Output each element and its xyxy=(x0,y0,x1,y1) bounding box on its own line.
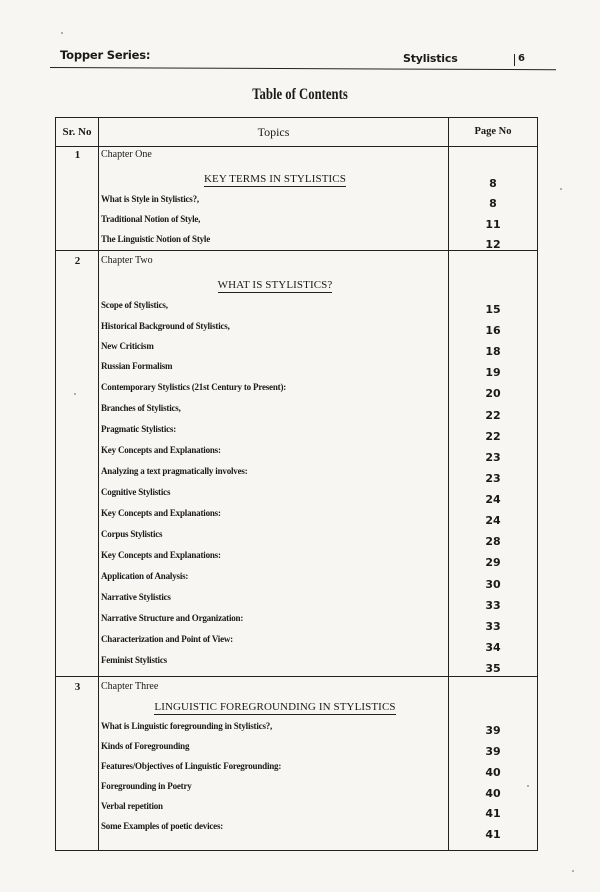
chapter-title: WHAT IS STYLISTICS? xyxy=(217,279,333,291)
page-ref: 33 xyxy=(485,620,501,633)
page-ref: 35 xyxy=(485,662,501,675)
chapter-label: Chapter One xyxy=(101,149,152,160)
toc-item[interactable]: Branches of Stylistics, xyxy=(101,403,181,413)
column-divider-srno xyxy=(98,118,99,850)
toc-item[interactable]: Key Concepts and Explanations: xyxy=(101,508,221,518)
page-ref: 40 xyxy=(485,766,501,779)
page-ref: 20 xyxy=(485,387,501,400)
page-ref: 22 xyxy=(485,409,501,422)
chapter-title: LINGUISTIC FOREGROUNDING IN STYLISTICS xyxy=(154,701,396,713)
header-sr-no: Sr. No xyxy=(62,126,92,138)
toc-item[interactable]: Features/Objectives of Linguistic Foregrounding: xyxy=(101,761,282,771)
page-ref: 18 xyxy=(485,345,501,358)
chapter-divider xyxy=(56,676,537,677)
toc-item[interactable]: Corpus Stylistics xyxy=(101,529,163,539)
scan-speck xyxy=(74,393,76,395)
scan-speck xyxy=(527,785,529,787)
page-ref: 41 xyxy=(485,807,501,820)
chapter-sr-no: 3 xyxy=(74,681,81,693)
toc-item[interactable]: Contemporary Stylistics (21st Century to Present): xyxy=(101,382,287,392)
scan-speck xyxy=(61,32,63,34)
page-ref: 40 xyxy=(485,787,501,800)
scan-speck xyxy=(572,870,574,872)
chapter-title: KEY TERMS IN STYLISTICS xyxy=(204,173,346,185)
series-label: Topper Series: xyxy=(60,48,151,62)
toc-item[interactable]: Scope of Stylistics, xyxy=(101,300,168,310)
page-ref: 23 xyxy=(485,451,501,464)
page-ref: 24 xyxy=(485,493,501,506)
page-ref: 39 xyxy=(485,724,501,737)
page-ref: 33 xyxy=(485,599,501,612)
page-title: Table of Contents xyxy=(252,86,348,103)
toc-item[interactable]: What is Linguistic foregrounding in Stylistics?, xyxy=(101,721,273,731)
page-ref: 11 xyxy=(485,218,501,231)
header-row-divider xyxy=(56,146,537,147)
page-number: 6 xyxy=(518,53,525,64)
subject-label: Stylistics xyxy=(403,52,458,65)
header-divider xyxy=(514,54,515,66)
page-ref: 24 xyxy=(485,514,501,527)
toc-item[interactable]: Verbal repetition xyxy=(101,801,163,811)
page-ref: 19 xyxy=(485,366,501,379)
page-ref: 34 xyxy=(485,641,501,654)
toc-item[interactable]: Pragmatic Stylistics: xyxy=(101,424,177,434)
page-ref: 15 xyxy=(485,303,501,316)
toc-item[interactable]: Historical Background of Stylistics, xyxy=(101,321,230,331)
chapter-label: Chapter Three xyxy=(101,681,159,692)
header-topics: Topics xyxy=(257,125,290,139)
toc-item[interactable]: Some Examples of poetic devices: xyxy=(101,821,224,831)
chapter-label: Chapter Two xyxy=(101,255,153,266)
toc-item[interactable]: Application of Analysis: xyxy=(101,571,189,581)
page-ref: 16 xyxy=(485,324,501,337)
page-ref: 41 xyxy=(485,828,501,841)
toc-item[interactable]: The Linguistic Notion of Style xyxy=(101,234,211,244)
page-ref: 23 xyxy=(485,472,501,485)
toc-item[interactable]: Key Concepts and Explanations: xyxy=(101,550,221,560)
toc-item[interactable]: Cognitive Stylistics xyxy=(101,487,171,497)
toc-item[interactable]: Characterization and Point of View: xyxy=(101,634,233,644)
toc-item[interactable]: New Criticism xyxy=(101,341,154,351)
toc-item[interactable]: What is Style in Stylistics?, xyxy=(101,194,199,204)
running-header xyxy=(50,48,558,70)
toc-item[interactable]: Russian Formalism xyxy=(101,361,173,371)
toc-item[interactable]: Key Concepts and Explanations: xyxy=(101,445,221,455)
page-ref: 29 xyxy=(485,556,501,569)
page-ref: 12 xyxy=(485,238,501,251)
chapter-sr-no: 1 xyxy=(74,149,81,161)
page-ref: 22 xyxy=(485,430,501,443)
toc-item[interactable]: Narrative Stylistics xyxy=(101,592,171,602)
chapter-sr-no: 2 xyxy=(74,255,81,267)
toc-item[interactable]: Analyzing a text pragmatically involves: xyxy=(101,466,248,476)
toc-item[interactable]: Traditional Notion of Style, xyxy=(101,214,201,224)
chapter-divider xyxy=(56,250,537,251)
page-ref: 28 xyxy=(485,535,501,548)
header-rule xyxy=(50,67,556,70)
page-ref: 30 xyxy=(485,578,501,591)
header-page-no: Page No xyxy=(474,126,512,137)
page-ref: 8 xyxy=(489,177,497,190)
toc-item[interactable]: Feminist Stylistics xyxy=(101,655,167,665)
toc-item[interactable]: Foregrounding in Poetry xyxy=(101,781,192,791)
page-ref: 8 xyxy=(489,197,497,210)
toc-item[interactable]: Narrative Structure and Organization: xyxy=(101,613,244,623)
toc-table xyxy=(55,117,538,851)
scan-speck xyxy=(560,188,562,190)
toc-item[interactable]: Kinds of Foregrounding xyxy=(101,741,190,751)
page-ref: 39 xyxy=(485,745,501,758)
